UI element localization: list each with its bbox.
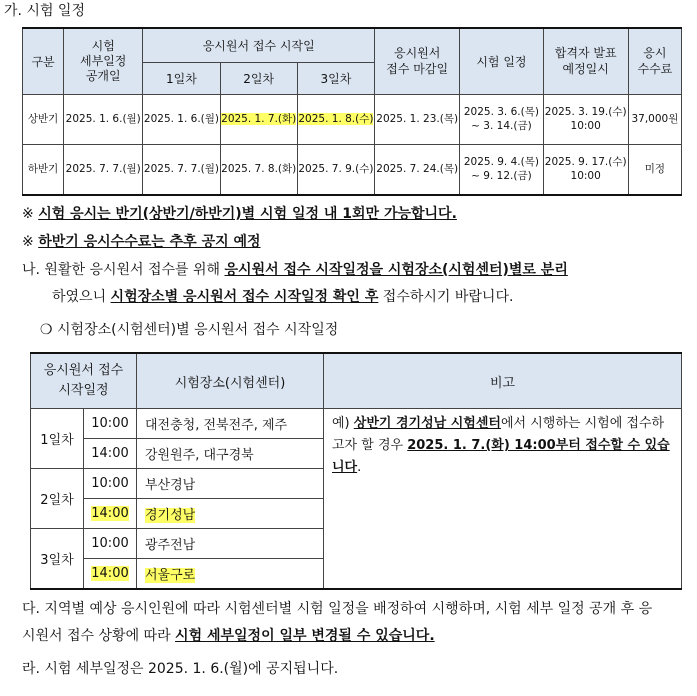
header-category: 구분 [23, 28, 64, 94]
row-result-date: 2025. 3. 19.(수) 10:00 [543, 94, 628, 144]
note-2 [22, 231, 261, 251]
day-label: 3일차 [31, 529, 84, 590]
note-text: 하반기 응시수수료는 추후 공지 예정 [38, 234, 261, 250]
section-na-suffix: 접수하시기 바랍니다. [378, 289, 514, 305]
header-fee: 응시 수수료 [628, 28, 681, 94]
slot-place [137, 559, 324, 590]
section-na-mid: 하였으니 [52, 289, 111, 305]
section-da [22, 596, 662, 650]
highlighted-date: 2025. 1. 7.(화) [221, 113, 297, 125]
slot-place: 대전충청, 전북전주, 제주 [137, 409, 324, 439]
highlighted-place: 경기성남 [145, 508, 196, 523]
highlighted-date: 2025. 1. 8.(수) [298, 113, 374, 125]
remark-suffix: . [357, 460, 362, 475]
bullet-text: 시험장소(시험센터)별 응시원서 접수 시작일정 [57, 322, 339, 338]
day-label: 2일차 [31, 469, 84, 529]
table-row [23, 94, 682, 144]
slot-place: 강원원주, 대구경북 [137, 439, 324, 469]
row-detail-publish: 2025. 7. 7.(월) [64, 144, 143, 195]
section-na-prefix: 나. 원활한 응시원서 접수를 위해 [22, 262, 225, 278]
slot-time: 10:00 [84, 409, 137, 439]
remark-emph1: 상반기 경기성남 시험센터 [353, 416, 501, 431]
bullet-icon: ❍ [40, 322, 53, 338]
slot-time [84, 559, 137, 590]
row-category: 상반기 [23, 94, 64, 144]
row-exam-schedule: 2025. 3. 6.(목) ~ 3. 14.(금) [460, 94, 543, 144]
row-detail-publish: 2025. 1. 6.(월) [64, 94, 143, 144]
slot-time: 10:00 [84, 529, 137, 559]
slot-place: 부산경남 [137, 469, 324, 499]
highlighted-time: 14:00 [91, 566, 129, 581]
note-1 [22, 203, 457, 223]
row-deadline: 2025. 1. 23.(목) [375, 94, 460, 144]
slot-place [137, 499, 324, 529]
row-day2: 2025. 7. 8.(화) [220, 144, 297, 195]
day-label: 1일차 [31, 409, 84, 469]
table-row [23, 144, 682, 195]
row-day3 [297, 94, 374, 144]
row-day1: 2025. 1. 6.(월) [143, 94, 220, 144]
header-detail-publish: 시험 세부일정 공개일 [64, 28, 143, 94]
section-ga-title: 가. 시험 일정 [4, 3, 85, 19]
highlighted-place: 서울구로 [145, 568, 196, 583]
highlighted-time: 14:00 [91, 506, 129, 521]
row-category: 하반기 [23, 144, 64, 195]
header-day1: 1일차 [143, 62, 220, 94]
remark-prefix: 예) [332, 416, 354, 431]
row-deadline: 2025. 7. 24.(목) [375, 144, 460, 195]
header-place: 시험장소(시험센터) [137, 353, 324, 409]
section-na-emph1: 응시원서 접수 시작일정을 시험장소(시험센터)별로 분리 [224, 262, 568, 278]
row-day1: 2025. 7. 7.(월) [143, 144, 220, 195]
slot-time: 14:00 [84, 439, 137, 469]
center-schedule-table [30, 352, 682, 590]
remark-mid: 에서 시행하는 시험에 접수하고자 할 경우 [332, 416, 665, 453]
header-application-start: 응시원서 접수 시작일 [143, 28, 375, 62]
header-day3: 3일차 [297, 62, 374, 94]
section-da-prefix: 다. 지역별 예상 응시인원에 따라 시험센터별 시험 일정을 배정하여 시행하며, 시험 세부 일정 공개 후 응시원서 접수 상황에 따라 [22, 601, 653, 644]
section-ra: 라. 시험 세부일정은 2025. 1. 6.(월)에 공지됩니다. [22, 661, 339, 677]
section-na-emph2: 시험장소별 응시원서 접수 시작일정 확인 후 [110, 289, 379, 305]
row-fee: 37,000원 [628, 94, 681, 144]
remark-emph2: 2025. 1. 7.(화) 14:00부터 접수할 수 있습니다 [332, 438, 670, 475]
note-mark: ※ [22, 206, 34, 222]
exam-schedule-table [22, 27, 682, 196]
slot-time: 10:00 [84, 469, 137, 499]
row-day2 [220, 94, 297, 144]
section-na [22, 257, 672, 311]
header-exam-schedule: 시험 일정 [460, 28, 543, 94]
bullet-line [40, 319, 338, 339]
header-remark: 비고 [324, 353, 682, 409]
note-mark: ※ [22, 234, 34, 250]
header-start: 응시원서 접수 시작일정 [31, 353, 137, 409]
row-exam-schedule: 2025. 9. 4.(목) ~ 9. 12.(금) [460, 144, 543, 195]
header-day2: 2일차 [220, 62, 297, 94]
row-fee: 미정 [628, 144, 681, 195]
header-result-date: 합격자 발표 예정일시 [543, 28, 628, 94]
table-row [31, 409, 682, 439]
slot-time [84, 499, 137, 529]
section-da-emph: 시험 세부일정이 일부 변경될 수 있습니다. [175, 628, 435, 644]
slot-place: 광주전남 [137, 529, 324, 559]
remark-cell [324, 409, 682, 590]
row-result-date: 2025. 9. 17.(수) 10:00 [543, 144, 628, 195]
header-deadline: 응시원서 접수 마감일 [375, 28, 460, 94]
note-text: 시험 응시는 반기(상반기/하반기)별 시험 일정 내 1회만 가능합니다. [38, 206, 457, 222]
row-day3: 2025. 7. 9.(수) [297, 144, 374, 195]
